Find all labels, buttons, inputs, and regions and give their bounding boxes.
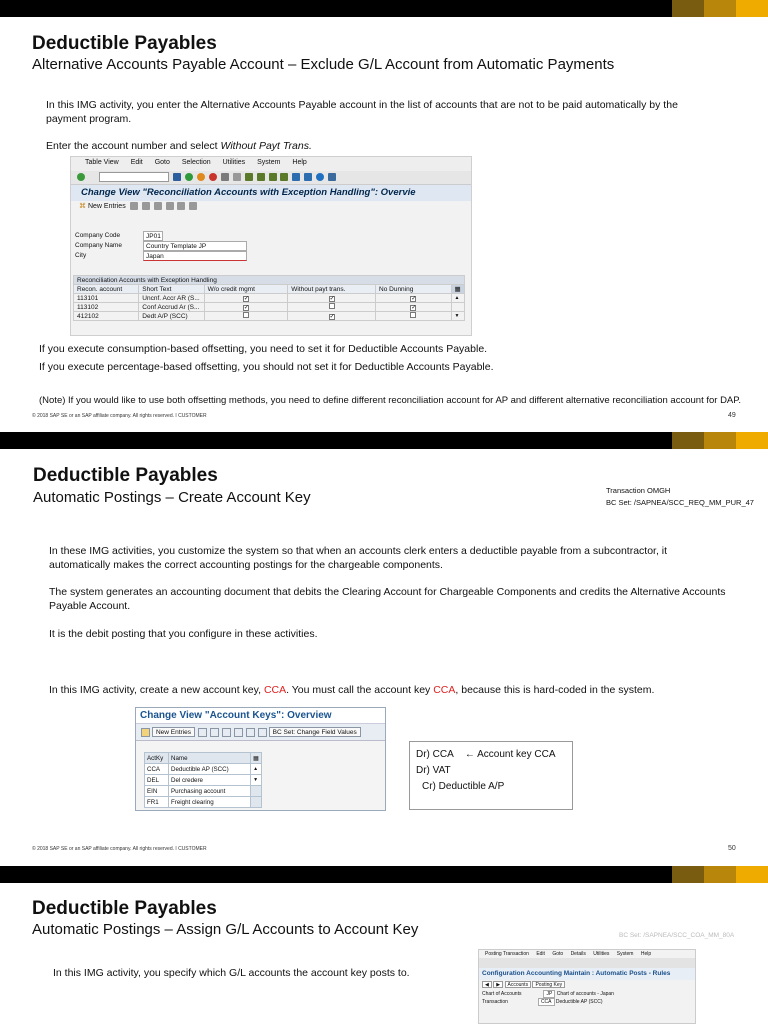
slide-subtitle: Automatic Postings – Create Account Key <box>33 489 311 506</box>
page-number: 50 <box>728 845 736 852</box>
posting-line: Cr) Deductible A/P <box>422 781 505 792</box>
sap-system-toolbar <box>479 958 695 968</box>
sap-screen-title: Configuration Accounting Maintain : Automatic Posts - Rules <box>479 968 695 980</box>
menu-item[interactable]: Table View <box>85 159 119 166</box>
scrollbar[interactable] <box>251 797 262 808</box>
help-icon[interactable] <box>316 173 324 181</box>
table-row[interactable] <box>74 312 465 321</box>
deselect-icon[interactable] <box>258 728 267 737</box>
find-icon[interactable] <box>233 173 241 181</box>
prev-page-icon[interactable] <box>257 173 265 181</box>
city-label: City <box>75 252 87 259</box>
sap-app-toolbar <box>71 201 471 214</box>
note: If you execute consumption-based offsetting, you need to set it for Deductible Accounts Payable. <box>39 343 488 355</box>
checkbox[interactable]: ✓ <box>411 295 417 302</box>
no-dunning-checkbox[interactable] <box>376 303 452 312</box>
bc-set-change-button[interactable]: BC Set: Change Field Values <box>269 727 361 737</box>
field-label: Transaction <box>482 999 508 1005</box>
footer-copyright: © 2018 SAP SE or an SAP affiliate company. All rights reserved. ǀ CUSTOMER <box>32 846 207 852</box>
recon-account-cell[interactable]: 113101 <box>74 294 139 303</box>
slide-title: Deductible Payables <box>32 898 217 919</box>
posting-example-box <box>409 741 573 810</box>
sap-app-toolbar <box>479 980 695 990</box>
company-name-field[interactable]: Country Template JP <box>143 241 247 251</box>
field-row <box>479 990 695 998</box>
without-payt-checkbox[interactable] <box>288 312 376 321</box>
slide-title: Deductible Payables <box>32 33 217 54</box>
slide-subtitle: Alternative Accounts Payable Account – Exclude G/L Account from Automatic Payments <box>32 56 615 73</box>
table-row[interactable] <box>145 775 262 786</box>
posting-key-button[interactable]: Posting Key <box>532 981 565 988</box>
glasses-icon[interactable]: ⌘ <box>79 203 86 210</box>
sap-menu-bar <box>71 157 471 171</box>
slide-title: Deductible Payables <box>33 465 218 486</box>
column-header[interactable]: Without payt trans. <box>288 285 376 294</box>
sap-screenshot-recon-accounts <box>70 156 472 336</box>
select-block-icon[interactable] <box>177 202 185 210</box>
sap-app-toolbar <box>136 724 385 741</box>
menu-item[interactable]: Goto <box>552 951 564 957</box>
menu-item[interactable]: Help <box>640 951 652 957</box>
menu-item[interactable]: Edit <box>130 159 143 166</box>
new-session-icon[interactable] <box>292 173 300 181</box>
display-change-icon[interactable] <box>141 728 150 737</box>
slide-subtitle: Automatic Postings – Assign G/L Accounts to Account Key <box>32 921 419 938</box>
sap-screen-title: Change View "Account Keys": Overview <box>136 708 385 724</box>
short-text-cell: Conf Accrud Ar (S... <box>139 303 204 312</box>
deselect-icon[interactable] <box>189 202 197 210</box>
checkbox[interactable]: ✓ <box>329 313 335 320</box>
key-cell[interactable]: DEL <box>145 775 169 786</box>
field-description: Chart of accounts - Japan <box>556 991 614 997</box>
slide-header-bar <box>0 0 768 17</box>
footer-copyright: © 2018 SAP SE or an SAP affiliate company. All rights reserved. ǀ CUSTOMER <box>32 413 207 419</box>
table-row[interactable] <box>145 786 262 797</box>
new-entries-button[interactable]: New Entries <box>152 727 195 737</box>
table-row[interactable] <box>74 303 465 312</box>
menu-item[interactable]: Utilities <box>222 159 246 166</box>
checkbox[interactable]: ✓ <box>243 295 249 302</box>
chart-of-accounts-field[interactable]: JP <box>543 990 555 998</box>
checkbox[interactable]: ✓ <box>329 295 335 302</box>
column-header[interactable]: Recon. account <box>74 285 139 294</box>
sap-screenshot-automatic-posts <box>478 949 696 1024</box>
field-row <box>479 998 695 1006</box>
menu-item[interactable]: System <box>257 159 281 166</box>
posting-line: Dr) VAT <box>416 765 451 776</box>
table-title: Reconciliation Accounts with Exception Handling <box>74 276 465 285</box>
shortcut-icon[interactable] <box>304 173 312 181</box>
paragraph: In these IMG activities, you customize the system so that when an accounts clerk enters a deductible payable from a subcontractor, it automatically makes the correct accounting postings for the chargeable components. <box>49 545 668 571</box>
key-cell[interactable]: EIN <box>145 786 169 797</box>
print-icon[interactable] <box>221 173 229 181</box>
field-label: Chart of Accounts <box>482 991 522 997</box>
checkbox[interactable] <box>410 312 416 318</box>
back-icon[interactable]: ◀ <box>482 981 492 988</box>
no-dunning-checkbox[interactable] <box>376 294 452 303</box>
account-keys-table <box>144 752 262 808</box>
checkbox[interactable] <box>243 312 249 318</box>
menu-item[interactable]: Help <box>292 159 307 166</box>
sap-menu-bar <box>479 950 695 958</box>
scrollbar[interactable] <box>451 303 464 312</box>
last-page-icon[interactable] <box>280 173 288 181</box>
menu-item[interactable]: Posting Transaction <box>485 951 529 957</box>
table-row[interactable] <box>145 764 262 775</box>
first-page-icon[interactable] <box>245 173 253 181</box>
without-payt-checkbox[interactable] <box>288 294 376 303</box>
slide-header-bar <box>0 866 768 883</box>
menu-item[interactable]: System <box>616 951 634 957</box>
select-block-icon[interactable] <box>246 728 255 737</box>
checkbox[interactable]: ✓ <box>243 304 249 311</box>
column-header[interactable]: Short Text <box>139 285 204 294</box>
wo-credit-checkbox[interactable] <box>204 312 288 321</box>
key-cell[interactable]: CCA <box>145 764 169 775</box>
company-name-label: Company Name <box>75 242 122 249</box>
recon-account-cell[interactable]: 412102 <box>74 312 139 321</box>
page-number: 49 <box>728 412 736 419</box>
paragraph: In this IMG activity, create a new account key, CCA. You must call the account key CCA, because this is hard-coded in the system. <box>49 684 655 696</box>
layout-icon[interactable] <box>328 173 336 181</box>
paragraph: The system generates an accounting document that debits the Clearing Account for Chargeable Components and credits the Alternative Accounts Payable Account. <box>49 586 726 612</box>
column-header[interactable]: Name <box>169 753 251 764</box>
checkbox[interactable] <box>329 303 335 309</box>
without-payt-checkbox[interactable] <box>288 303 376 312</box>
copy-icon[interactable] <box>130 202 138 210</box>
exit-icon[interactable] <box>197 173 205 181</box>
accounts-button[interactable]: Accounts <box>505 981 532 988</box>
menu-item[interactable]: Selection <box>181 159 211 166</box>
column-header[interactable]: No Dunning <box>376 285 452 294</box>
company-code-label: Company Code <box>75 232 121 239</box>
undo-icon[interactable] <box>222 728 231 737</box>
slide-header-bar <box>0 432 768 449</box>
name-cell[interactable]: Freight clearing <box>169 797 251 808</box>
scroll-up-icon[interactable]: ▲ <box>451 294 464 303</box>
scroll-down-icon[interactable]: ▼ <box>451 312 464 321</box>
enter-icon[interactable] <box>77 173 85 181</box>
note: (Note) If you would like to use both offsetting methods, you need to define different reconciliation account for AP and different alternative reconciliation account for DAP. <box>39 395 742 406</box>
checkbox[interactable]: ✓ <box>411 304 417 311</box>
scrollbar[interactable] <box>251 786 262 797</box>
next-page-icon[interactable] <box>269 173 277 181</box>
scroll-down-icon[interactable]: ▼ <box>251 775 262 786</box>
delete-icon[interactable] <box>142 202 150 210</box>
field-description: Deductible AP (SCC) <box>555 999 603 1005</box>
menu-item[interactable]: Edit <box>536 951 545 957</box>
menu-item[interactable]: Utilities <box>593 951 610 957</box>
select-all-icon[interactable] <box>166 202 174 210</box>
wo-credit-checkbox[interactable] <box>204 303 288 312</box>
scroll-up-icon[interactable]: ▲ <box>251 764 262 775</box>
note: If you execute percentage-based offsetting, you should not set it for Deductible Accounts Payable. <box>39 361 494 373</box>
transaction-field[interactable]: CCA <box>538 998 555 1006</box>
cancel-icon[interactable] <box>209 173 217 181</box>
select-all-icon[interactable] <box>234 728 243 737</box>
paragraph: Enter the account number and select Without Payt Trans. <box>46 140 312 152</box>
bc-set: BC Set: /SAPNEA/SCC_COA_MM_80A <box>619 932 735 939</box>
column-header[interactable]: W/o credit mgmt <box>204 285 288 294</box>
key-cell[interactable]: FR1 <box>145 797 169 808</box>
paragraph: It is the debit posting that you configure in these activities. <box>49 628 318 640</box>
recon-account-cell[interactable]: 113102 <box>74 303 139 312</box>
sap-screen-title: Change View "Reconciliation Accounts with Exception Handling": Overvie <box>71 185 471 201</box>
short-text-cell: Uncnf. Accr AR (S... <box>139 294 204 303</box>
paragraph: In this IMG activity, you specify which G/L accounts the account key posts to. <box>53 967 410 979</box>
back-icon[interactable] <box>185 173 193 181</box>
bc-set: BC Set: /SAPNEA/SCC_REQ_MM_PUR_47 <box>606 498 754 507</box>
short-text-cell: Dedt A/P (SCC) <box>139 312 204 321</box>
forward-icon[interactable]: ▶ <box>493 981 503 988</box>
name-cell[interactable]: Purchasing account <box>169 786 251 797</box>
name-cell[interactable]: Del credere <box>169 775 251 786</box>
column-header[interactable]: ActKy <box>145 753 169 764</box>
delete-icon[interactable] <box>210 728 219 737</box>
wo-credit-checkbox[interactable] <box>204 294 288 303</box>
name-cell[interactable]: Deductible AP (SCC) <box>169 764 251 775</box>
no-dunning-checkbox[interactable] <box>376 312 452 321</box>
copy-icon[interactable] <box>198 728 207 737</box>
save-icon[interactable] <box>173 173 181 181</box>
city-field[interactable]: Japan <box>143 251 247 261</box>
command-field[interactable] <box>99 172 169 182</box>
table-row[interactable] <box>74 294 465 303</box>
menu-item[interactable]: Details <box>570 951 586 957</box>
paragraph: In this IMG activity, you enter the Alternative Accounts Payable account in the list of accounts that are not to be paid automatically by the payment program. <box>46 99 678 125</box>
menu-item[interactable]: Goto <box>154 159 170 166</box>
new-entries-button[interactable]: New Entries <box>87 203 126 210</box>
undo-icon[interactable] <box>154 202 162 210</box>
sap-screenshot-account-keys <box>135 707 386 811</box>
company-code-field[interactable]: JP01 <box>143 231 163 241</box>
transaction-code: Transaction OMGH <box>606 486 671 495</box>
table-settings-icon[interactable]: ▦ <box>251 753 262 764</box>
posting-line: Dr) CCA ← Account key CCA <box>416 749 556 760</box>
sap-system-toolbar <box>71 171 471 185</box>
table-row[interactable] <box>145 797 262 808</box>
recon-accounts-table <box>73 275 465 321</box>
table-settings-icon[interactable]: ▦ <box>451 285 464 294</box>
slide-49 <box>0 0 768 432</box>
